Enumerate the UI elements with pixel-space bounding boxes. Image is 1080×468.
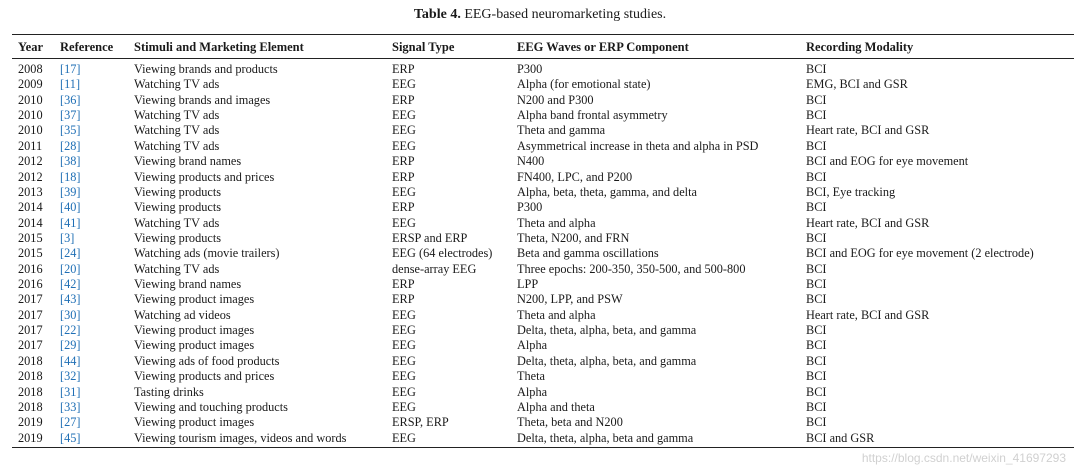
cell-reference: [60, 338, 134, 353]
cell-stimuli: Watching ad videos: [134, 307, 231, 322]
reference-close-bracket: ]: [76, 277, 81, 292]
reference-link[interactable]: 32: [64, 369, 77, 384]
table-container: [12, 34, 1068, 448]
table-row: [12, 308, 1074, 323]
cell-eeg-waves: Alpha: [517, 338, 548, 353]
reference-close-bracket: ]: [76, 399, 81, 414]
cell-signal-type: EEG: [392, 431, 517, 448]
reference-close-bracket: ]: [76, 138, 81, 153]
cell-recording-modality: Heart rate, BCI and GSR: [806, 215, 930, 230]
reference-link[interactable]: 39: [64, 184, 77, 199]
cell-year: 2016: [18, 261, 43, 276]
cell-reference: [60, 123, 134, 138]
reference-link[interactable]: 27: [64, 415, 77, 430]
cell-recording-modality: BCI: [806, 353, 827, 368]
table-row: [12, 77, 1074, 92]
reference-close-bracket: ]: [76, 123, 81, 138]
reference-link[interactable]: 37: [64, 108, 77, 123]
cell-stimuli: Viewing brands and products: [134, 62, 278, 76]
cell-recording-modality: BCI: [806, 338, 827, 353]
reference-close-bracket: ]: [76, 430, 81, 445]
cell-year: 2010: [18, 92, 43, 107]
cell-stimuli: Viewing products: [134, 200, 222, 215]
cell-recording-modality: EMG, BCI and GSR: [806, 77, 908, 92]
table-caption-label: Table 4.: [413, 7, 461, 22]
cell-year: 2018: [18, 399, 43, 414]
reference-open-bracket: [: [60, 200, 65, 215]
header-eeg-waves: EEG Waves or ERP Component: [517, 35, 806, 59]
table-row: [12, 231, 1074, 246]
reference-open-bracket: [: [60, 138, 65, 153]
cell-recording-modality: BCI: [806, 323, 827, 338]
reference-open-bracket: [: [60, 307, 65, 322]
reference-link[interactable]: 42: [64, 277, 77, 292]
cell-stimuli: Viewing products: [134, 230, 222, 245]
reference-link[interactable]: 18: [64, 169, 77, 184]
table-row: [12, 170, 1074, 185]
cell-signal-type: EEG: [392, 323, 416, 338]
cell-reference: [60, 108, 134, 123]
cell-year: 2017: [18, 307, 43, 322]
cell-signal-type: EEG: [392, 369, 416, 384]
reference-open-bracket: [: [60, 369, 65, 384]
reference-close-bracket: ]: [76, 353, 81, 368]
cell-stimuli: Watching TV ads: [134, 215, 220, 230]
cell-stimuli: Viewing product images: [134, 415, 255, 430]
reference-open-bracket: [: [60, 215, 65, 230]
reference-open-bracket: [: [60, 77, 65, 92]
cell-eeg-waves: Beta and gamma oscillations: [517, 246, 659, 261]
cell-stimuli: Watching ads (movie trailers): [134, 246, 280, 261]
cell-recording-modality: BCI: [806, 200, 827, 215]
cell-stimuli: Viewing ads of food products: [134, 353, 280, 368]
reference-open-bracket: [: [60, 323, 65, 338]
header-reference: Reference: [60, 35, 134, 59]
reference-link[interactable]: 33: [64, 399, 77, 414]
cell-year: 2017: [18, 323, 43, 338]
cell-reference: [60, 431, 134, 448]
cell-reference: [60, 185, 134, 200]
cell-recording-modality: BCI: [806, 108, 827, 123]
header-stimuli: Stimuli and Marketing Element: [134, 35, 392, 59]
reference-close-bracket: ]: [76, 154, 81, 169]
cell-year: 2017: [18, 338, 43, 353]
reference-close-bracket: ]: [76, 338, 81, 353]
cell-stimuli: Watching TV ads: [134, 108, 220, 123]
cell-eeg-waves: Alpha (for emotional state): [517, 77, 651, 92]
reference-close-bracket: ]: [76, 415, 81, 430]
reference-close-bracket: ]: [76, 323, 81, 338]
cell-year: 2019: [12, 431, 60, 448]
table-row: [12, 123, 1074, 138]
cell-recording-modality: BCI: [806, 92, 827, 107]
cell-eeg-waves: Delta, theta, alpha, beta, and gamma: [517, 323, 697, 338]
cell-eeg-waves: Delta, theta, alpha, beta and gamma: [517, 431, 806, 448]
cell-recording-modality: BCI: [806, 138, 827, 153]
neuromarketing-studies-table: [12, 34, 1074, 448]
reference-link[interactable]: 22: [64, 323, 77, 338]
reference-link[interactable]: 30: [64, 307, 77, 322]
reference-link[interactable]: 40: [64, 200, 77, 215]
table-caption-text: EEG-based neuromarketing studies.: [460, 7, 667, 22]
reference-close-bracket: ]: [76, 307, 81, 322]
cell-recording-modality: BCI: [806, 169, 827, 184]
reference-close-bracket: ]: [76, 384, 81, 399]
cell-reference: [60, 277, 134, 292]
cell-stimuli: Watching TV ads: [134, 123, 220, 138]
cell-stimuli: Viewing tourism images, videos and words: [134, 431, 392, 448]
cell-recording-modality: BCI: [806, 384, 827, 399]
cell-reference: [60, 262, 134, 277]
table-row: [12, 385, 1074, 400]
reference-close-bracket: ]: [76, 62, 81, 76]
cell-recording-modality: BCI: [806, 261, 827, 276]
cell-reference: [60, 216, 134, 231]
cell-reference: [60, 93, 134, 108]
cell-recording-modality: Heart rate, BCI and GSR: [806, 307, 930, 322]
table-header: [12, 35, 1074, 59]
cell-year: 2011: [18, 138, 43, 153]
cell-eeg-waves: Alpha and theta: [517, 399, 595, 414]
cell-year: 2012: [18, 169, 43, 184]
cell-reference: [60, 308, 134, 323]
cell-year: 2015: [18, 230, 43, 245]
table-row: [12, 93, 1074, 108]
cell-eeg-waves: N400: [517, 154, 545, 169]
cell-signal-type: ERP: [392, 92, 415, 107]
reference-link[interactable]: 28: [64, 138, 77, 153]
cell-signal-type: ERSP and ERP: [392, 230, 468, 245]
table-row: [12, 292, 1074, 307]
cell-signal-type: EEG: [392, 215, 416, 230]
cell-stimuli: Viewing product images: [134, 292, 255, 307]
cell-recording-modality: BCI: [806, 415, 827, 430]
cell-stimuli: Viewing products and prices: [134, 369, 275, 384]
table-row: [12, 277, 1074, 292]
cell-reference: [60, 415, 134, 430]
cell-year: 2008: [18, 62, 43, 76]
cell-stimuli: Tasting drinks: [134, 384, 204, 399]
cell-eeg-waves: Delta, theta, alpha, beta, and gamma: [517, 353, 697, 368]
table-row: [12, 369, 1074, 384]
cell-recording-modality: BCI: [806, 277, 827, 292]
cell-recording-modality: BCI: [806, 62, 827, 76]
cell-eeg-waves: N200, LPP, and PSW: [517, 292, 623, 307]
cell-stimuli: Viewing and touching products: [134, 399, 288, 414]
cell-eeg-waves: P300: [517, 62, 543, 76]
table-row: [12, 338, 1074, 353]
table-body: [12, 59, 1074, 448]
cell-reference: [60, 400, 134, 415]
cell-year: 2016: [18, 277, 43, 292]
cell-signal-type: ERP: [392, 277, 415, 292]
cell-reference: [60, 77, 134, 92]
cell-reference: [60, 354, 134, 369]
cell-signal-type: ERSP, ERP: [392, 415, 449, 430]
table-row: [12, 216, 1074, 231]
table-row: [12, 185, 1074, 200]
cell-reference: [60, 154, 134, 169]
cell-recording-modality: Heart rate, BCI and GSR: [806, 123, 930, 138]
reference-close-bracket: ]: [76, 215, 81, 230]
table-row: [12, 415, 1074, 430]
reference-open-bracket: [: [60, 261, 65, 276]
watermark: https://blog.csdn.net/weixin_41697293: [861, 451, 1066, 465]
table-row: [12, 139, 1074, 154]
table-row: [12, 431, 1074, 448]
reference-link[interactable]: 35: [64, 123, 77, 138]
cell-recording-modality: BCI and EOG for eye movement: [806, 154, 969, 169]
reference-link[interactable]: 11: [64, 77, 76, 92]
reference-link[interactable]: 45: [64, 430, 77, 445]
reference-open-bracket: [: [60, 108, 65, 123]
reference-close-bracket: ]: [76, 92, 81, 107]
cell-signal-type: dense-array EEG: [392, 261, 477, 276]
cell-year: 2019: [18, 415, 43, 430]
cell-stimuli: Viewing product images: [134, 323, 255, 338]
cell-stimuli: Watching TV ads: [134, 138, 220, 153]
cell-reference: [60, 292, 134, 307]
reference-link[interactable]: 44: [64, 353, 77, 368]
cell-recording-modality: BCI, Eye tracking: [806, 184, 896, 199]
cell-eeg-waves: Theta: [517, 369, 545, 384]
reference-close-bracket: ]: [76, 246, 81, 261]
reference-open-bracket: [: [60, 154, 65, 169]
reference-close-bracket: ]: [76, 200, 81, 215]
cell-eeg-waves: FN400, LPC, and P200: [517, 169, 633, 184]
header-row: [12, 35, 1074, 59]
cell-signal-type: EEG: [392, 77, 416, 92]
reference-link[interactable]: 24: [64, 246, 77, 261]
header-recording-modality: Recording Modality: [806, 35, 1074, 59]
table-row: [12, 400, 1074, 415]
reference-open-bracket: [: [60, 430, 65, 445]
cell-reference: [60, 231, 134, 246]
reference-link[interactable]: 20: [64, 261, 77, 276]
cell-reference: [60, 200, 134, 215]
reference-open-bracket: [: [60, 123, 65, 138]
cell-signal-type: EEG: [392, 138, 416, 153]
reference-link[interactable]: 17: [64, 62, 77, 76]
cell-signal-type: ERP: [392, 169, 415, 184]
cell-year: 2009: [18, 77, 43, 92]
cell-reference: [60, 369, 134, 384]
reference-close-bracket: ]: [76, 369, 81, 384]
cell-signal-type: ERP: [392, 200, 415, 215]
reference-link[interactable]: 31: [64, 384, 77, 399]
cell-stimuli: Viewing brand names: [134, 154, 242, 169]
cell-eeg-waves: Theta and gamma: [517, 123, 606, 138]
cell-eeg-waves: LPP: [517, 277, 539, 292]
cell-eeg-waves: Theta, beta and N200: [517, 415, 623, 430]
cell-eeg-waves: Theta and alpha: [517, 215, 596, 230]
reference-close-bracket: ]: [75, 77, 81, 92]
cell-signal-type: ERP: [392, 154, 415, 169]
cell-stimuli: Viewing brand names: [134, 277, 242, 292]
reference-open-bracket: [: [60, 292, 65, 307]
table-row: [12, 200, 1074, 215]
cell-year: 2017: [18, 292, 43, 307]
reference-open-bracket: [: [60, 230, 65, 245]
cell-stimuli: Watching TV ads: [134, 261, 220, 276]
cell-year: 2013: [18, 184, 43, 199]
cell-stimuli: Viewing products: [134, 184, 222, 199]
cell-signal-type: EEG: [392, 353, 416, 368]
cell-eeg-waves: P300: [517, 200, 543, 215]
cell-signal-type: ERP: [392, 62, 415, 76]
cell-reference: [60, 170, 134, 185]
cell-year: 2018: [18, 353, 43, 368]
reference-close-bracket: ]: [76, 292, 81, 307]
cell-eeg-waves: Asymmetrical increase in theta and alpha in PSD: [517, 138, 759, 153]
cell-eeg-waves: N200 and P300: [517, 92, 594, 107]
cell-signal-type: EEG: [392, 307, 416, 322]
reference-link[interactable]: 3: [64, 230, 71, 245]
cell-stimuli: Viewing brands and images: [134, 92, 271, 107]
cell-signal-type: EEG: [392, 108, 416, 123]
reference-link[interactable]: 38: [64, 154, 77, 169]
table-row: [12, 108, 1074, 123]
reference-open-bracket: [: [60, 246, 65, 261]
cell-year: 2012: [18, 154, 43, 169]
table-row: [12, 154, 1074, 169]
cell-signal-type: EEG: [392, 123, 416, 138]
reference-open-bracket: [: [60, 399, 65, 414]
cell-reference: [60, 139, 134, 154]
reference-close-bracket: ]: [70, 230, 75, 245]
reference-open-bracket: [: [60, 184, 65, 199]
reference-close-bracket: ]: [76, 261, 81, 276]
cell-year: 2018: [18, 384, 43, 399]
header-year: Year: [12, 35, 60, 59]
reference-open-bracket: [: [60, 92, 65, 107]
cell-eeg-waves: Theta, N200, and FRN: [517, 230, 630, 245]
table-caption: [0, 6, 1080, 24]
reference-close-bracket: ]: [76, 108, 81, 123]
cell-stimuli: Viewing product images: [134, 338, 255, 353]
cell-recording-modality: BCI: [806, 292, 827, 307]
cell-reference: [60, 246, 134, 261]
reference-close-bracket: ]: [76, 184, 81, 199]
cell-signal-type: EEG: [392, 384, 416, 399]
table-row: [12, 59, 1074, 78]
cell-year: 2014: [18, 200, 43, 215]
cell-eeg-waves: Alpha band frontal asymmetry: [517, 108, 668, 123]
cell-year: 2010: [18, 123, 43, 138]
reference-close-bracket: ]: [76, 169, 81, 184]
cell-signal-type: EEG: [392, 184, 416, 199]
cell-stimuli: Viewing products and prices: [134, 169, 275, 184]
reference-link[interactable]: 36: [64, 92, 77, 107]
reference-open-bracket: [: [60, 62, 65, 76]
cell-signal-type: EEG: [392, 338, 416, 353]
reference-open-bracket: [: [60, 338, 65, 353]
reference-link[interactable]: 41: [64, 215, 77, 230]
cell-recording-modality: BCI: [806, 230, 827, 245]
reference-open-bracket: [: [60, 384, 65, 399]
reference-open-bracket: [: [60, 277, 65, 292]
cell-reference: [60, 59, 134, 78]
cell-recording-modality: BCI: [806, 399, 827, 414]
table-row: [12, 246, 1074, 261]
cell-eeg-waves: Alpha: [517, 384, 548, 399]
cell-stimuli: Watching TV ads: [134, 77, 220, 92]
reference-link[interactable]: 29: [64, 338, 77, 353]
cell-recording-modality: BCI: [806, 369, 827, 384]
table-row: [12, 354, 1074, 369]
reference-open-bracket: [: [60, 353, 65, 368]
cell-eeg-waves: Theta and alpha: [517, 307, 596, 322]
cell-signal-type: ERP: [392, 292, 415, 307]
cell-year: 2018: [18, 369, 43, 384]
cell-eeg-waves: Three epochs: 200-350, 350-500, and 500-800: [517, 261, 746, 276]
reference-open-bracket: [: [60, 169, 65, 184]
reference-link[interactable]: 43: [64, 292, 77, 307]
cell-recording-modality: BCI and GSR: [806, 431, 1074, 448]
cell-reference: [60, 323, 134, 338]
reference-open-bracket: [: [60, 415, 65, 430]
cell-year: 2015: [18, 246, 43, 261]
header-signal-type: Signal Type: [392, 35, 517, 59]
table-row: [12, 262, 1074, 277]
cell-reference: [60, 385, 134, 400]
cell-eeg-waves: Alpha, beta, theta, gamma, and delta: [517, 184, 697, 199]
table-row: [12, 323, 1074, 338]
cell-recording-modality: BCI and EOG for eye movement (2 electrode): [806, 246, 1034, 261]
cell-year: 2010: [18, 108, 43, 123]
cell-signal-type: EEG (64 electrodes): [392, 246, 493, 261]
cell-signal-type: EEG: [392, 399, 416, 414]
cell-year: 2014: [18, 215, 43, 230]
